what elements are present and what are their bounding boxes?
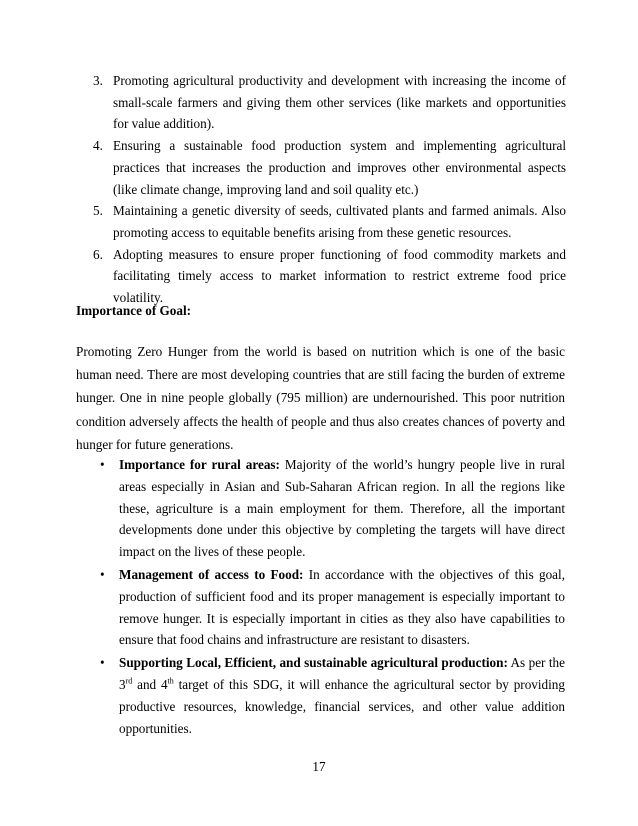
list-item-text: Promoting agricultural productivity and development with increasing the income of small-scale farmers and giving them other services (like markets and opportunities for value addition). [113, 73, 566, 132]
list-item-text: Adopting measures to ensure proper functioning of food commodity markets and facilitating timely access to market information to restrict extreme food price volatility. [113, 246, 566, 306]
bullet-item [100, 652, 565, 739]
bullet-icon: • [100, 655, 105, 671]
bullet-item [100, 564, 565, 651]
list-item-number: 4. [93, 138, 103, 154]
list-item-text: Ensuring a sustainable food production system and implementing agricultural practices that increases the production and improves other environmental aspects (like climate change, improving land and soil quality etc.) [113, 138, 566, 197]
list-item [86, 135, 566, 200]
list-item-number: 5. [93, 203, 103, 219]
bullet-icon: • [100, 566, 105, 582]
list-item-number: 6. [93, 246, 103, 262]
bullet-text: In accordance with the objectives of this goal, production of sufficient food and its proper management is especially important to remove hunger. It is especially important in cities as they also have capabilities to ensure that food chains and infrastructure are resistant to disasters. [119, 566, 566, 648]
list-item [86, 200, 566, 243]
section-heading: Importance of Goal: [76, 303, 192, 318]
intro-paragraph: Promoting Zero Hunger from the world is based on nutrition which is one of the basic human need. There are most developing countries that are still facing the burden of extreme hunger. One in nine people globally (795 million) are undernourished. This poor nutrition condition adversely affects the health of people and thus also creates chances of poverty and hunger for future generations. [76, 344, 565, 452]
bullet-text: As per the 3 [119, 655, 565, 692]
bullet-item [100, 454, 565, 563]
ordinal-superscript: rd [125, 676, 133, 686]
bullet-title: Management of access to Food: [119, 566, 304, 582]
bullet-title: Importance for rural areas: [119, 457, 280, 472]
bullet-list [100, 454, 565, 740]
bullet-text: Majority of the world’s hungry people live in rural areas especially in Asian and Sub-Saharan African region. In all the regions like these, agriculture is a main employment for them. Therefore, all the important developments done under this objective by completing the targets will have direct impact on the lives of these people. [119, 457, 565, 560]
page-number: 17 [312, 759, 326, 774]
bullet-text: target of this SDG, it will enhance the agricultural sector by providing productive resources, knowledge, financial services, and other value addition opportunities. [119, 676, 565, 736]
ordinal-superscript: th [167, 676, 174, 686]
list-item-text: Maintaining a genetic diversity of seeds, cultivated plants and farmed animals. Also promoting access to equitable benefits arising from these genetic resources. [113, 203, 566, 240]
numbered-list [86, 70, 566, 309]
bullet-icon: • [100, 457, 105, 472]
list-item [86, 70, 566, 135]
bullet-title: Supporting Local, Efficient, and sustainable agricultural production: [119, 655, 508, 671]
bullet-text: and 4 [132, 676, 168, 692]
list-item [86, 244, 566, 309]
list-item-number: 3. [93, 73, 103, 88]
